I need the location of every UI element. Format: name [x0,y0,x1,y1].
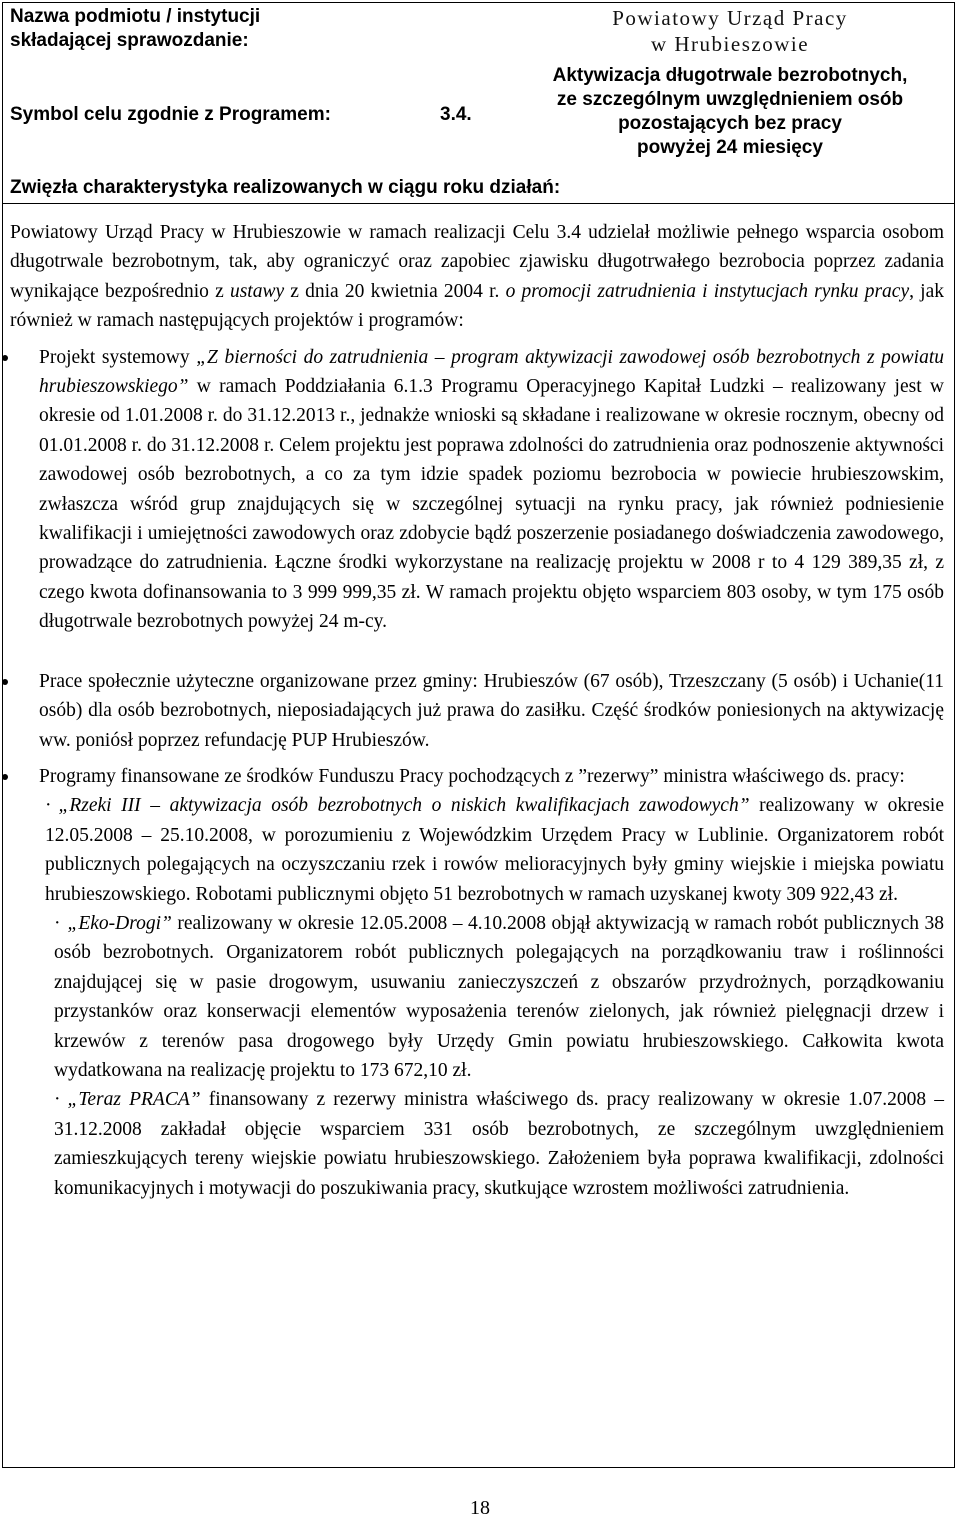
sub-marker: · [45,795,52,817]
bullet1-project-name: „Z bierności do zatrudnienia – program aktywizacji zawodowej osób bezrobotnych z powiatu hrubieszowskiego” [39,346,944,398]
goal-line4: powyżej 24 miesięcy [637,137,823,158]
sub-marker: · [54,912,61,934]
label-symbol: Symbol celu zgodnie z Programem: [10,104,331,125]
bullet-dot [2,774,8,780]
goal-line3: pozostających bez pracy [618,113,842,134]
bullet3-text: Programy finansowane ze środków Funduszu Pracy pochodzących z ”rezerwy” ministra właściwego ds. pracy: [39,765,905,787]
bullet2-text: Prace społecznie użyteczne organizowane przez gminy: Hrubieszów (67 osób), Trzeszczany (5 osób) i Uchanie(11 osób) dla osób bezrobotnych, nieposiadających już prawa do zasiłku. Część środków poniesionych na aktywizację ww. poniósł poprzez refundację PUP Hrubieszów. [39,670,944,751]
bullet1-lead: Projekt systemowy [39,346,197,368]
sub3-text: finansowany z rezerwy ministra właściwego ds. pracy realizowany w okresie 1.07.2008 – 31.12.2008 zakładał objęcie wsparciem 331 osób bezrobotnych, ze szczególnym uwzględnieniem zamieszkujących tereny wiejskie powiatu hrubieszowskiego. Założeniem była poprawa kwalifikacji, zdolności komunikacyjnych i motywacji do poszukiwania pracy, skutkujące wzrostem możliwości zatrudnienia. [54,1089,944,1199]
bullet-project-systemowy [10,343,944,637]
subitem-teraz-praca [10,1085,944,1203]
goal-title [520,64,940,160]
goal-line2: ze szczególnym uwzględnieniem osób [556,89,904,110]
symbol-value: 3.4. [440,104,472,125]
header-divider [2,203,955,204]
sub-marker: · [54,1089,61,1111]
intro-text-c: z dnia 20 kwietnia 2004 r. [284,280,506,302]
bullet-prace-spoleczne [10,667,944,755]
goal-line1: Aktywizacja długotrwale bezrobotnych, [552,65,908,86]
intro-act-word: ustawy [229,280,285,302]
intro-text-a: Powiatowy Urząd Pracy w Hrubieszowie w ramach realizacji Celu 3.4 udzielał możliwie pełnego wsparcia osobom długotrwale bezrobotnym, tak, aby ograniczyć oraz zapobiec zjawisku długotrwałego bezrobocia poprzez zadania wynikające bezpośrednio z [10,222,944,302]
bullet-dot [2,355,8,361]
subitem-rzeki [10,791,944,909]
page-number: 18 [470,1497,490,1519]
bullet1-text: w ramach Poddziałania 6.1.3 Programu Operacyjnego Kapitał Ludzki – realizowany jest w okresie od 1.01.2008 r. do 31.12.2013 r., jednakże wnioski są składane i realizowane w okresie rocznym, obecny od 01.01.2008 r. do 31.12.2008 r. Celem projektu jest poprawa zdolności do zatrudnienia oraz podnoszenie aktywności zawodowej osób bezrobotnych, a co za tym idzie spadek poziomu bezrobocia w powiecie hrubieszowskim, zwłaszcza wśród grup znajdujących się w szczególnej sytuacji na rynku pracy, jak również podniesienie kwalifikacji i umiejętności zawodowych oraz zdobycie bądź poszerzenie posiadanego doświadczenia zawodowego, prowadzące do zatrudnienia. Łączne środki wykorzystane na realizację projektu w 2008 r to 4 129 389,35 zł, z czego kwota dofinansowania to 3 999 999,35 zł. W ramach projektu objęto wsparciem 803 osoby, w tym 175 osób długotrwale bezrobotnych powyżej 24 m-cy. [39,376,944,633]
intro-paragraph [10,218,944,336]
bullet-programy-fp [10,762,944,791]
institution-name-line1: Powiatowy Urząd Pracy [612,6,848,30]
sub2-text: realizowany w okresie 12.05.2008 – 4.10.2008 objął aktywizacją w ramach robót publicznych 38 osób bezrobotnych. Organizatorem robót publicznych polegających na porządkowaniu traw i roślinności znajdującej się w pasie drogowym, usuwaniu zanieczyszczeń z obszarów przydrożnych, porządkowaniu przystanków oraz konserwacji elementów wyposażenia terenów zielonych, jak również pielęgnacji drzew i krzewów z terenów pasa drogowego były Urzędy Gmin powiatu hrubieszowskiego. Całkowita kwota wydatkowana na realizację projektu to 173 672,10 zł. [54,912,944,1081]
intro-text-e: , jak również w ramach następujących projektów i programów: [10,280,944,332]
label-description: Zwięzła charakterystyka realizowanych w ciągu roku działań: [10,177,561,198]
sub3-program-name: „Teraz PRACA” [67,1089,201,1111]
intro-act-title: o promocji zatrudnienia i instytucjach rynku pracy [505,280,910,302]
bullet-dot [2,679,8,685]
sub2-program-name: „Eko-Drogi” [67,912,172,934]
institution-name-line2: w Hrubieszowie [650,32,810,56]
report-body [10,218,944,1203]
subitem-eko-drogi [10,909,944,1085]
sub1-program-name: „Rzeki III – aktywizacja osób bezrobotnych o niskich kwalifikacjach zawodowych” [58,795,750,817]
sub1-text: realizowany w okresie 12.05.2008 – 25.10.2008, w porozumieniu z Wojewódzkim Urzędem Pracy w Lublinie. Organizatorem robót publicznych polegających na oczyszczaniu rzek i rowów melioracyjnych były gminy wiejskie i miejska powiatu hrubieszowskiego. Robotami publicznymi objęto 51 bezrobotnych w ramach uzyskanej kwoty 309 922,43 zł. [45,795,944,905]
label-entity-line2: składającej sprawozdanie: [10,30,249,51]
label-entity-line1: Nazwa podmiotu / instytucji [10,6,261,27]
